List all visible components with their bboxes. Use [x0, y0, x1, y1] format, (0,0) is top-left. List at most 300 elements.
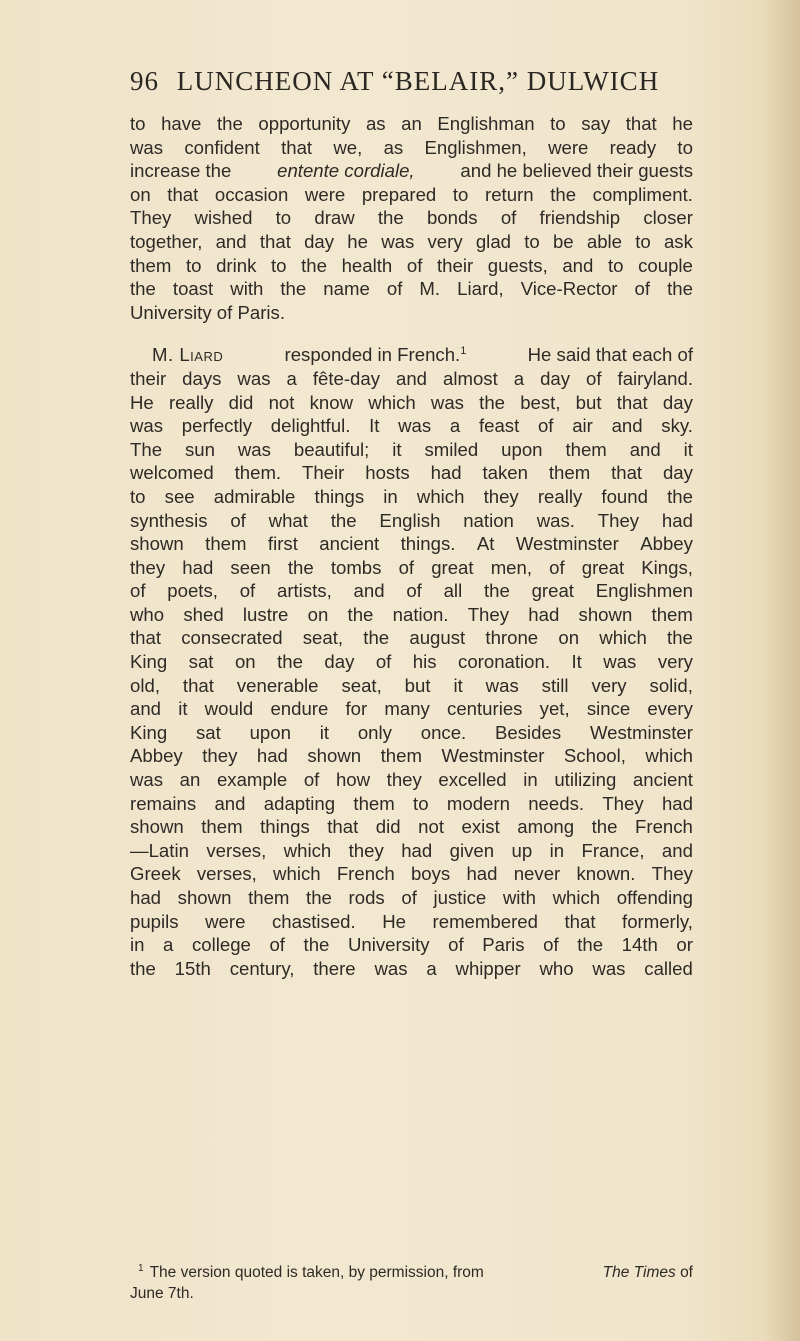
word: Their	[301, 462, 345, 484]
word: an	[401, 113, 422, 134]
word: of	[406, 254, 423, 276]
word: which	[283, 839, 332, 861]
word: great	[581, 556, 625, 578]
word: had	[130, 887, 162, 908]
word: France,	[581, 839, 645, 861]
word: very	[657, 651, 693, 673]
text-line	[130, 159, 693, 183]
page-number: 96	[130, 66, 159, 96]
word: Vice-Rector	[520, 278, 618, 300]
word: as	[365, 113, 386, 134]
text-span: increase the	[130, 160, 232, 182]
word: welcomed	[130, 462, 214, 484]
footnote-mark: 1	[138, 1262, 144, 1274]
word: of	[130, 580, 146, 602]
text-line	[130, 744, 693, 768]
word: have	[161, 113, 202, 134]
word: fairyland.	[617, 367, 693, 389]
word: Abbey	[130, 745, 183, 767]
word: tombs	[330, 556, 382, 578]
word: the	[280, 278, 307, 300]
word: they	[386, 769, 422, 791]
word: was	[237, 367, 271, 389]
word: of	[239, 580, 256, 602]
word: since	[586, 698, 631, 720]
word: They	[597, 509, 640, 531]
word: the	[347, 603, 374, 625]
word: to	[275, 207, 292, 229]
word: them	[651, 603, 693, 625]
word: and	[353, 580, 385, 602]
word: that	[182, 674, 214, 696]
word: pupils	[130, 910, 179, 932]
word: who	[539, 957, 574, 979]
word: 15th	[174, 957, 211, 979]
word: which	[273, 863, 321, 885]
word: wished	[194, 207, 253, 229]
text-line	[130, 136, 693, 160]
text-line	[130, 509, 693, 533]
word: found	[601, 485, 648, 507]
word: had	[256, 745, 288, 767]
word: synthesis	[130, 509, 208, 531]
word: Paris	[482, 934, 525, 956]
word: things	[260, 816, 310, 838]
word: he	[347, 230, 368, 252]
word: French	[635, 816, 693, 838]
word: to	[185, 254, 202, 276]
word: things	[314, 485, 365, 507]
text-span: responded in French.$^1$	[284, 344, 467, 366]
word: beautiful;	[293, 438, 370, 460]
word: had	[661, 509, 693, 531]
word: a	[286, 367, 297, 389]
word: of	[537, 415, 554, 437]
word: they	[483, 485, 519, 507]
word: he	[672, 113, 693, 134]
word: his	[412, 651, 437, 673]
text-line	[130, 367, 693, 391]
word: to	[271, 254, 287, 276]
word: boys	[410, 863, 451, 885]
word: was	[130, 136, 164, 158]
word: was	[374, 957, 408, 979]
word: shown	[307, 745, 362, 767]
word: and	[214, 792, 246, 814]
word: throne	[485, 627, 539, 649]
word: that	[564, 910, 596, 932]
word: sat	[188, 651, 214, 673]
word: day	[304, 230, 335, 252]
word: of	[230, 509, 246, 531]
text-line	[130, 556, 693, 580]
word: all	[443, 580, 463, 602]
word: They	[467, 603, 510, 625]
word: many	[384, 698, 430, 720]
word: days	[182, 367, 222, 389]
word: day	[662, 462, 693, 484]
word: with	[230, 278, 264, 300]
word: French	[336, 863, 395, 885]
word: among	[517, 816, 575, 838]
word: Kings,	[641, 556, 693, 578]
word: of	[543, 934, 559, 956]
footnote-line	[130, 1262, 693, 1283]
text-line	[130, 910, 693, 934]
word: Liard,	[457, 278, 504, 300]
word: —Latin	[130, 839, 189, 861]
text-line	[130, 674, 693, 698]
word: great	[431, 556, 474, 578]
word: that	[616, 391, 648, 413]
text-line	[130, 230, 693, 254]
text-line	[130, 768, 693, 792]
text-line	[130, 414, 693, 438]
word: the	[377, 207, 404, 229]
word: or	[676, 934, 693, 956]
word: had	[401, 839, 433, 861]
word: hosts	[365, 462, 410, 484]
word: how	[335, 769, 371, 791]
footnote-ref[interactable]: 1	[460, 345, 467, 358]
word: glad	[475, 230, 511, 252]
text-line	[130, 391, 693, 415]
word: the	[577, 934, 604, 956]
italic-phrase: entente cordiale,	[277, 160, 415, 182]
word: Westminster	[441, 745, 545, 767]
word: men,	[490, 556, 533, 578]
word: to	[524, 230, 540, 252]
word: seen	[230, 556, 271, 578]
word: Abbey	[640, 533, 693, 555]
word: them	[380, 745, 422, 767]
word: there	[313, 957, 356, 979]
word: was	[485, 674, 519, 696]
word: an	[179, 769, 201, 791]
word: see	[164, 485, 195, 507]
text-line	[130, 112, 693, 136]
word: for	[345, 698, 368, 720]
word: called	[644, 957, 693, 979]
word: the	[591, 816, 618, 838]
word: taken	[482, 462, 528, 484]
word: shown	[177, 887, 232, 908]
word: that	[259, 230, 291, 252]
word: up	[511, 839, 533, 861]
word: it	[392, 438, 402, 460]
text-span: He said that each of	[527, 344, 693, 366]
word: sat	[196, 721, 221, 743]
word: and	[661, 839, 693, 861]
word: the	[550, 183, 577, 205]
text-line	[130, 301, 693, 325]
word: excelled	[438, 769, 507, 791]
word: toast	[172, 278, 214, 300]
word: of	[269, 934, 285, 956]
word: was	[237, 438, 271, 460]
word: which	[416, 485, 465, 507]
word: of	[386, 278, 403, 300]
word: almost	[443, 367, 498, 389]
word: Westminster	[515, 533, 619, 555]
word: they	[348, 839, 384, 861]
word: of	[406, 580, 422, 602]
word: in	[130, 934, 145, 956]
word: on	[234, 651, 256, 673]
text-span: and he believed their guests	[460, 160, 693, 182]
text-line	[130, 626, 693, 650]
word: to	[130, 113, 146, 134]
word: prepared	[361, 183, 437, 205]
word: the	[216, 113, 243, 134]
text-line	[130, 254, 693, 278]
word: of	[448, 934, 464, 956]
word: rods	[348, 887, 385, 908]
word: shed	[183, 603, 224, 625]
word: to	[677, 136, 693, 158]
word: great	[531, 580, 574, 602]
word: poets,	[167, 580, 218, 602]
word: of	[500, 207, 517, 229]
word: them	[205, 533, 247, 555]
word: remembered	[432, 910, 538, 932]
word: of	[634, 278, 651, 300]
page-edge-shadow	[764, 0, 800, 1341]
text-line	[130, 697, 693, 721]
word: that	[167, 183, 199, 205]
word: drink	[216, 254, 257, 276]
word: Westminster	[589, 721, 693, 743]
word: smiled	[424, 438, 479, 460]
word: that	[327, 816, 359, 838]
word: sky.	[661, 415, 693, 437]
word: ready	[609, 136, 657, 158]
word: fête-day	[312, 367, 380, 389]
word: of	[586, 367, 602, 389]
footnote-text: $^1$ The version quoted is taken, by permission, from	[138, 1262, 484, 1281]
word: old,	[130, 674, 160, 696]
word: M.	[419, 278, 441, 300]
word: whipper	[455, 957, 521, 979]
text-line	[130, 532, 693, 556]
word: it	[453, 674, 463, 696]
text-line	[130, 886, 693, 910]
word: best,	[520, 391, 561, 413]
word: the	[306, 887, 332, 908]
word: and	[562, 254, 594, 276]
word: School,	[563, 745, 626, 767]
word: shown	[130, 816, 184, 838]
word: was	[130, 769, 164, 791]
word: was	[398, 415, 432, 437]
running-header	[130, 66, 690, 97]
word: with	[502, 887, 536, 908]
footnote-line	[130, 1283, 693, 1304]
text-line	[130, 277, 693, 301]
word: name	[323, 278, 370, 300]
word: of	[303, 769, 320, 791]
word: shown	[578, 603, 633, 625]
word: They	[130, 207, 172, 229]
word: Greek	[130, 863, 181, 885]
word: that	[611, 462, 643, 484]
word: guests,	[487, 254, 548, 276]
word: ancient	[319, 533, 380, 555]
word: a	[163, 934, 174, 956]
word: what	[268, 509, 308, 531]
word: the	[479, 391, 506, 413]
word: to	[413, 792, 429, 814]
word: the	[667, 485, 693, 507]
word: couple	[638, 254, 693, 276]
word: were	[304, 183, 346, 205]
word: together,	[130, 230, 203, 252]
word: but	[575, 391, 602, 413]
word: in	[549, 839, 565, 861]
text-line	[130, 603, 693, 627]
word: needs.	[528, 792, 585, 814]
word: and	[611, 415, 643, 437]
word: and	[130, 698, 162, 720]
text-line	[130, 815, 693, 839]
word: the	[667, 627, 693, 649]
word: to	[452, 183, 469, 205]
word: them	[201, 816, 243, 838]
word: college	[191, 934, 251, 956]
word: occasion	[214, 183, 289, 205]
word: venerable	[236, 674, 319, 696]
word: that	[625, 113, 657, 134]
word: century,	[229, 957, 295, 979]
word: ancient	[632, 769, 693, 791]
word: nation	[463, 509, 514, 531]
word: which	[645, 745, 693, 767]
word: it	[178, 698, 188, 720]
word: Besides	[495, 721, 562, 743]
word: ask	[663, 230, 693, 252]
text-line	[130, 721, 693, 745]
word: only	[357, 721, 392, 743]
word: things.	[400, 533, 456, 555]
word: He	[382, 910, 406, 932]
word: perfectly	[181, 415, 253, 437]
word: which	[552, 887, 601, 908]
word: we,	[333, 136, 363, 158]
text-line	[130, 839, 693, 863]
word: centuries	[447, 698, 523, 720]
word: of	[398, 556, 415, 578]
word: would	[204, 698, 254, 720]
word: sun	[184, 438, 215, 460]
text-line	[130, 957, 693, 981]
text-line	[130, 461, 693, 485]
word: of	[549, 556, 565, 578]
word: utilizing	[554, 769, 617, 791]
word: seat,	[302, 627, 344, 649]
text-line	[130, 792, 693, 816]
word: adapting	[263, 792, 336, 814]
word: them	[248, 887, 290, 908]
word: them.	[234, 462, 282, 484]
word: had	[466, 863, 498, 885]
text-line	[130, 933, 693, 957]
word: to	[130, 485, 146, 507]
word: Englishmen,	[424, 136, 527, 158]
word: the	[303, 934, 330, 956]
word: 14th	[621, 934, 658, 956]
word: upon	[501, 438, 543, 460]
word: day	[540, 367, 571, 389]
word: was	[130, 415, 164, 437]
word: it	[683, 438, 693, 460]
word: seat,	[341, 674, 382, 696]
word: not	[418, 816, 444, 838]
word: but	[404, 674, 431, 696]
word: return	[485, 183, 534, 205]
word: in	[523, 769, 538, 791]
text-span: University of Paris.	[130, 301, 285, 323]
word: a	[513, 367, 525, 389]
word: The	[130, 438, 163, 460]
word: confident	[184, 136, 260, 158]
word: day	[324, 651, 355, 673]
word: on	[558, 627, 580, 649]
word: on	[307, 603, 329, 625]
word: really	[537, 485, 583, 507]
footnote	[130, 1262, 693, 1304]
word: they	[202, 745, 238, 767]
footnote-text: The Times of	[602, 1264, 693, 1281]
word: the	[483, 580, 510, 602]
word: solid,	[649, 674, 693, 696]
word: them	[130, 254, 172, 276]
word: offending	[616, 887, 693, 908]
word: that	[130, 627, 162, 649]
text-line	[130, 579, 693, 603]
word: be	[552, 230, 574, 252]
word: King	[130, 721, 168, 743]
word: shown	[130, 533, 184, 555]
word: to	[635, 230, 651, 252]
word: it	[319, 721, 330, 743]
word: They	[651, 863, 693, 885]
word: air	[572, 415, 593, 437]
word: coronation.	[458, 651, 551, 673]
word: very	[591, 674, 627, 696]
word: They	[602, 792, 644, 814]
word: closer	[643, 207, 693, 229]
word: had	[528, 603, 560, 625]
word: formerly,	[622, 910, 693, 932]
word: day	[662, 391, 693, 413]
word: that	[281, 136, 313, 158]
word: had	[430, 462, 462, 484]
word: It	[571, 651, 582, 673]
word: example	[216, 769, 288, 791]
word: and	[215, 230, 247, 252]
word: was	[592, 957, 626, 979]
word: august	[409, 627, 466, 649]
word: every	[647, 698, 693, 720]
word: University	[347, 934, 430, 956]
word: At	[476, 533, 495, 555]
word: once.	[420, 721, 467, 743]
word: had	[661, 792, 693, 814]
word: the	[330, 509, 357, 531]
running-title: LUNCHEON AT “BELAIR,” DULWICH	[176, 66, 660, 96]
word: consecrated	[181, 627, 283, 649]
text-line	[130, 485, 693, 509]
